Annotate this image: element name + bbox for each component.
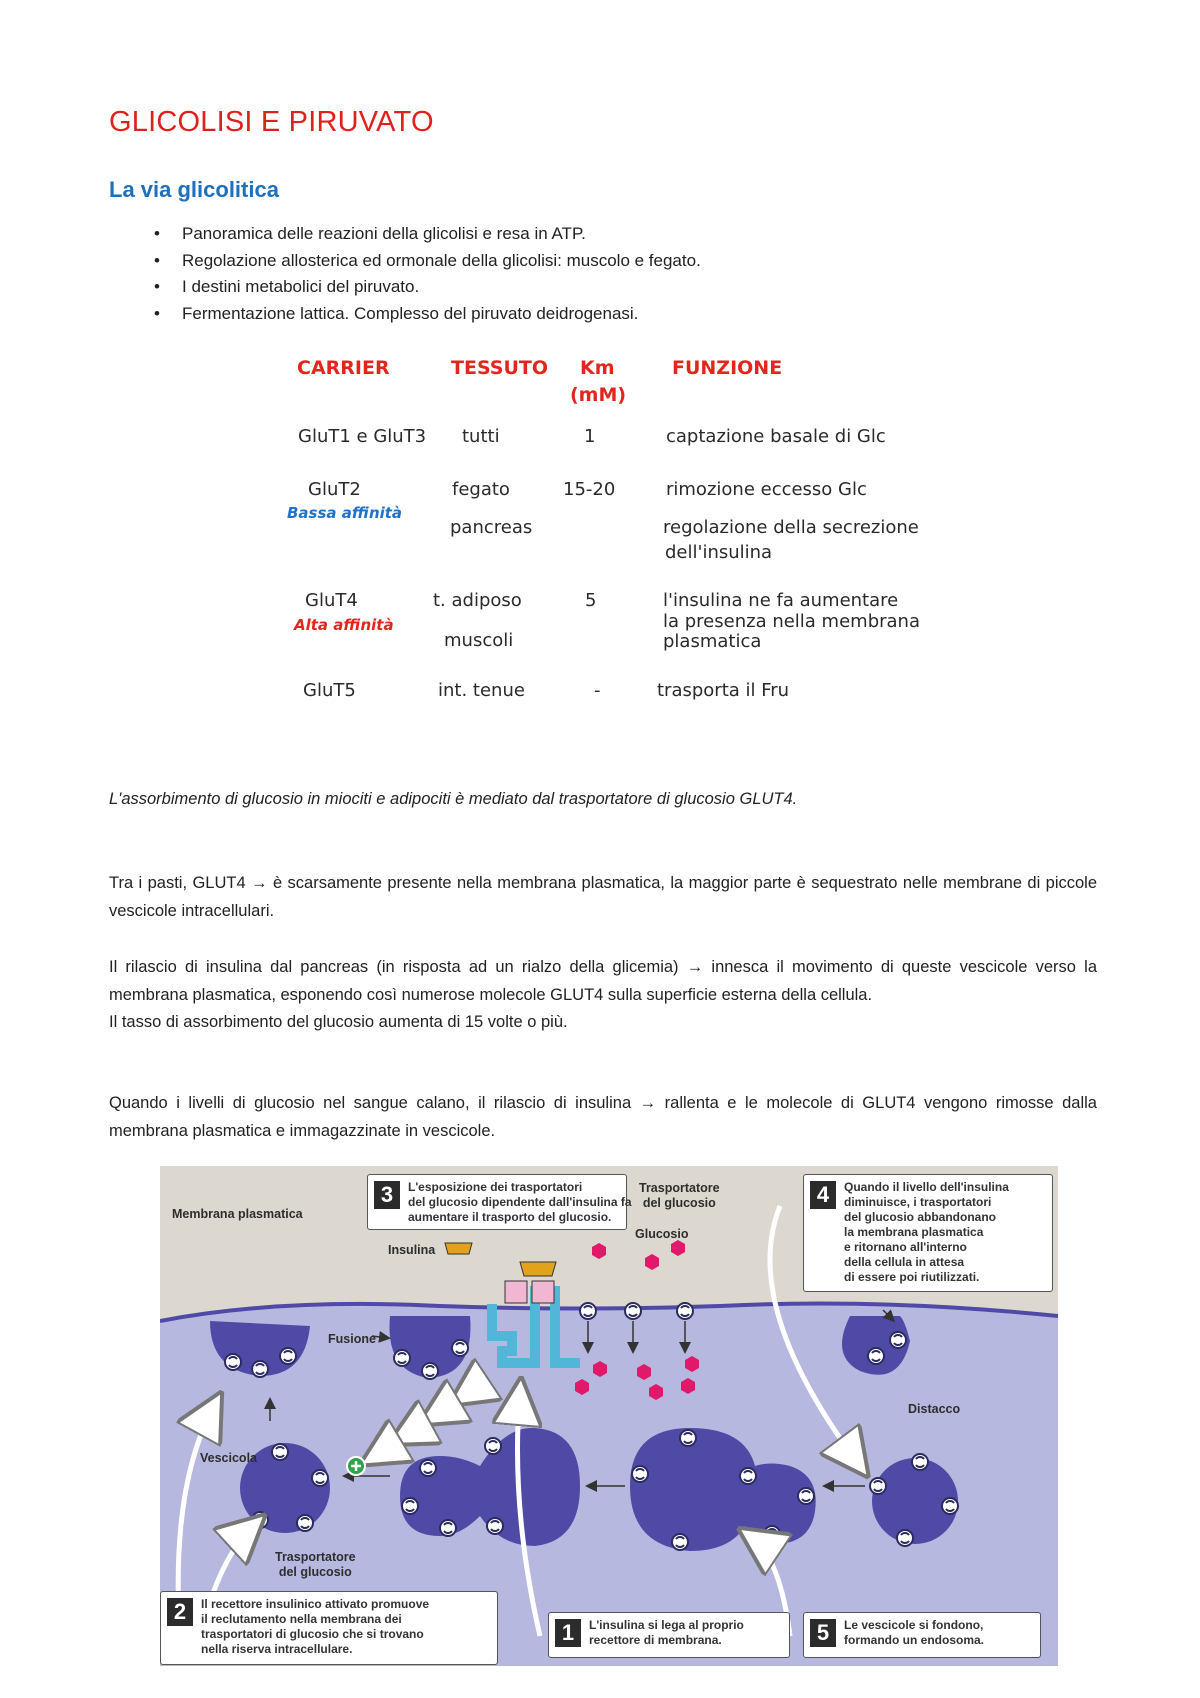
label-trasportatore-top: [639, 1181, 720, 1211]
callout-4-line: diminuisce, i trasportatori: [844, 1195, 992, 1209]
row2-funzione2b: dell'insulina: [665, 542, 773, 563]
label-trasportatore-top-a: Trasportatore: [639, 1181, 720, 1195]
paragraph-text: Il rilascio di insulina dal pancreas (in risposta ad un rialzo della glicemia) → innesca il movimento di queste vescicole verso la membrana plasmatica, esponendo così numerose molecole GLUT4 sulla superficie esterna della cellula.: [109, 958, 1097, 1004]
callout-4-line: della cellula in attesa: [844, 1255, 965, 1269]
callout-1: [548, 1612, 790, 1658]
list-item: • Regolazione allosterica ed ormonale della glicolisi: muscolo e fegato.: [140, 248, 701, 275]
row4-tessuto: int. tenue: [438, 680, 525, 701]
callout-1-line: L'insulina si lega al proprio: [589, 1618, 744, 1632]
callout-1-line: recettore di membrana.: [589, 1633, 722, 1647]
row3-funzione-a: l'insulina ne fa aumentare: [663, 590, 899, 611]
page-title: GLICOLISI E PIRUVATO: [109, 106, 434, 138]
callout-1-number: 1: [555, 1619, 581, 1647]
glut4-figure: [160, 1166, 1058, 1666]
header-km-unit: (mM): [570, 384, 627, 406]
paragraph-text: Tra i pasti, GLUT4 → è scarsamente presente nella membrana plasmatica, la maggior parte è sequestrato nelle membrane di piccole vescicole intracellulari.: [109, 874, 1097, 920]
label-vescicola: Vescicola: [200, 1451, 257, 1465]
callout-3: [367, 1174, 632, 1230]
callout-4-line: di essere poi riutilizzati.: [844, 1270, 980, 1284]
callout-4-text: [844, 1180, 1009, 1285]
header-km: Km: [580, 357, 615, 379]
row4-carrier: GluT5: [303, 680, 356, 701]
paragraph: [109, 870, 1097, 925]
label-distacco: Distacco: [908, 1402, 961, 1416]
label-trasportatore-bot: [275, 1550, 356, 1580]
row1-funzione: captazione basale di Glc: [666, 426, 886, 447]
list-item: • I destini metabolici del piruvato.: [140, 274, 701, 301]
header-carrier: CARRIER: [297, 357, 390, 379]
row2-funzione2a: regolazione della secrezione: [663, 517, 919, 538]
callout-4-line: del glucosio abbandonano: [844, 1210, 997, 1224]
row4-funzione: trasporta il Fru: [657, 680, 790, 701]
row2-affinity: Bassa affinità: [287, 504, 403, 522]
callout-2-line: il reclutamento nella membrana dei: [201, 1612, 402, 1626]
callout-2-text: [201, 1597, 429, 1657]
row2-km: 15-20: [563, 479, 616, 500]
list-item: • Fermentazione lattica. Complesso del piruvato deidrogenasi.: [140, 301, 701, 328]
row3-tessuto1: t. adiposo: [433, 590, 522, 611]
callout-3-number: 3: [374, 1181, 400, 1209]
header-funzione: FUNZIONE: [672, 357, 783, 379]
callout-3-line: aumentare il trasporto del glucosio.: [408, 1210, 612, 1224]
topic-list: [140, 221, 701, 327]
row3-funzione-b: la presenza nella membrana: [663, 611, 920, 632]
row4-km: -: [594, 680, 601, 701]
callout-2-line: Il recettore insulinico attivato promuove: [201, 1597, 430, 1611]
list-item: • Panoramica delle reazioni della glicolisi e resa in ATP.: [140, 221, 701, 248]
row3-affinity: Alta affinità: [294, 616, 394, 634]
callout-3-line: L'esposizione dei trasportatori: [408, 1180, 583, 1194]
paragraph-text: Il tasso di assorbimento del glucosio aumenta di 15 volte o più.: [109, 1013, 568, 1031]
row3-tessuto2: muscoli: [444, 630, 514, 651]
label-membrana: Membrana plasmatica: [172, 1207, 303, 1221]
callout-4-line: Quando il livello dell'insulina: [844, 1180, 1009, 1194]
callout-4: [803, 1174, 1053, 1292]
callout-4-number: 4: [810, 1181, 836, 1209]
row2-tessuto1: fegato: [452, 479, 510, 500]
callout-4-line: e ritornano all'interno: [844, 1240, 967, 1254]
paragraph-text: Quando i livelli di glucosio nel sangue calano, il rilascio di insulina → rallenta e le molecole di GLUT4 vengono rimosse dalla membrana plasmatica e immagazzinate in vescicole.: [109, 1094, 1097, 1140]
callout-5-line: formando un endosoma.: [844, 1633, 985, 1647]
row3-km: 5: [585, 590, 597, 611]
paragraph: [109, 954, 1097, 1037]
row3-carrier: GluT4: [305, 590, 358, 611]
label-fusione: Fusione: [328, 1332, 376, 1346]
callout-4-line: la membrana plasmatica: [844, 1225, 984, 1239]
header-tessuto: TESSUTO: [451, 357, 548, 379]
callout-3-text: [408, 1180, 632, 1225]
row1-carrier: GluT1 e GluT3: [298, 426, 427, 447]
row2-tessuto2: pancreas: [450, 517, 533, 538]
callout-2-number: 2: [167, 1598, 193, 1626]
label-trasportatore-top-b: del glucosio: [642, 1196, 716, 1210]
row3-funzione-c: plasmatica: [663, 631, 762, 652]
row2-funzione1: rimozione eccesso Glc: [666, 479, 867, 500]
callout-5-number: 5: [810, 1619, 836, 1647]
callout-3-line: del glucosio dipendente dall'insulina fa: [408, 1195, 632, 1209]
row1-tessuto: tutti: [462, 426, 500, 447]
callout-1-text: [589, 1618, 744, 1648]
label-trasportatore-bot-a: Trasportatore: [275, 1550, 356, 1564]
callout-5-text: [844, 1618, 984, 1648]
label-insulina: Insulina: [388, 1243, 436, 1257]
callout-5-line: Le vescicole si fondono,: [844, 1618, 984, 1632]
row2-carrier: GluT2: [308, 479, 361, 500]
italic-sentence: L'assorbimento di glucosio in miociti e adipociti è mediato dal trasportatore di glucosio GLUT4.: [109, 790, 798, 808]
callout-2-line: trasportatori di glucosio che si trovano: [201, 1627, 424, 1641]
label-glucosio: Glucosio: [635, 1227, 689, 1241]
callout-2: [160, 1591, 498, 1665]
row1-km: 1: [584, 426, 596, 447]
callout-5: [803, 1612, 1041, 1658]
paragraph: [109, 1090, 1097, 1145]
section-subtitle: La via glicolitica: [109, 177, 279, 202]
label-trasportatore-bot-b: del glucosio: [278, 1565, 352, 1579]
callout-2-line: nella riserva intracellulare.: [201, 1642, 353, 1656]
